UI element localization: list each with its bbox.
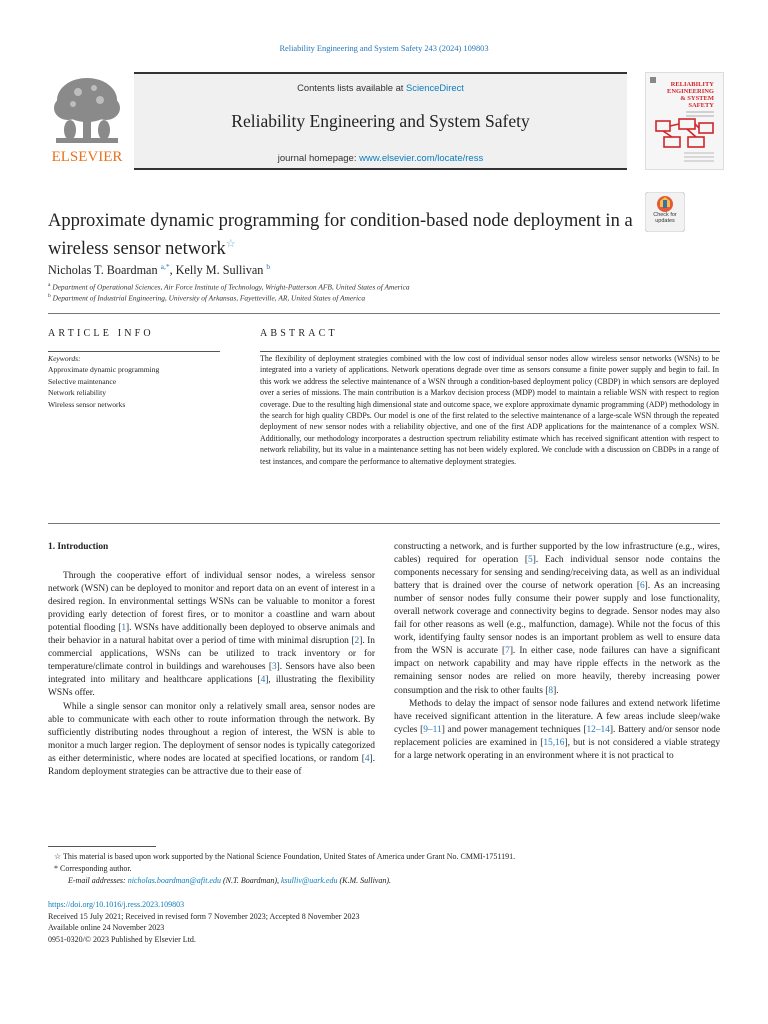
keyword-item: Selective maintenance [48,376,117,386]
left-paragraphs [48,570,375,779]
homepage-link[interactable]: www.elsevier.com/locate/ress [359,153,484,164]
svg-text:& SYSTEM: & SYSTEM [680,95,714,102]
affiliation-mark: b [48,293,51,299]
sciencedirect-link[interactable]: ScienceDirect [406,82,464,93]
paragraph-text: ]. Battery and/or sensor node replacement policies are examined in [ [394,724,720,748]
body-column-left [48,541,375,779]
body-paragraph [394,698,720,763]
funding-footnote [48,851,720,863]
paragraph-text: ], illustrating the flexibility WSNs offer. [48,675,376,699]
author-name[interactable]: Nicholas T. Boardman [48,263,158,278]
citation-link[interactable]: 2 [354,636,360,647]
author-separator: , [169,263,176,278]
elsevier-logo[interactable] [48,72,126,164]
elsevier-tree-icon [48,72,126,164]
paragraph-text: ]. As an increasing number of sensor nodes fully consume their power supply and lose functionality, overall network coverage and connectivity begins to degrade. Sensor nodes may also fail for other reasons as well (e.g., malfunction, damage). While not the focus of this work, identifying faulty sensor nodes is an important problem as well to ensure data from the WSN is accurate [ [394,581,720,657]
received-dates: Received 15 July 2021; Received in revised form 7 November 2023; Accepted 8 November 2023 [48,911,360,921]
affiliation-mark: a [48,282,51,288]
check-updates-label: Check for updates [653,212,677,224]
abstract-text: The flexibility of deployment strategies combined with the low cost of individual sensor nodes allow wireless sensor networks (WSNs) to be integrated into a variety of applications. Network operations degrade over time as sensors consume a finite power supply and begin to fail. In this work we address the selective maintenance of a WSN through a condition-based deployment policy (CBDP) in which sensors are deployed over a series of missions. The main contribution is a Markov decision process (MDP) model to maintain a reliable WSN with respect to region coverage. Due to the resulting high dimensional state and outcome space, we explore approximate dynamic programming (ADP) methodology in the search for high quality CBDPs. Our model is one of the first related to the selective maintenance of a large-scale WSN through the repeated deployment of new sensor nodes with a reliability objective, and one of the first ADP applications for the maintenance of a complex WSN. Additionally, our methodology incorporates a destruction spectrum reliability estimate which has received significant attention with respect to network reliability, but its value in a maintenance setting has not been widely explored. We conclude with a discussion on CBDPs in a range of test instances, and compare the performance to alternative deployment strategies. [260,354,719,466]
email-owner: (K.M. Sullivan). [337,876,391,885]
banner-bottom-rule [134,168,627,170]
citation-link[interactable]: 9–11 [423,724,442,735]
paragraph-text: constructing a network, and is further supported by the low infrastructure (e.g., wires, cables) required for operation [ [394,542,720,566]
paragraph-text: ]. Sensors have also been integrated into military and healthcare applications [ [48,662,375,686]
title-footnote-mark[interactable]: ☆ [225,238,236,250]
email-link-sullivan[interactable]: ksulliv@uark.edu [280,876,338,885]
citation-link[interactable]: 12–14 [586,724,610,735]
funding-footnote-text: This material is based upon work supported by the National Science Foundation, United States of America under Grant No. CMMI-1751191. [63,852,516,861]
author-name[interactable]: Kelly M. Sullivan [175,263,264,278]
paragraph-text: ]. Random deployment strategies can be attractive due to their ease of [48,753,375,777]
svg-text:RELIABILITY: RELIABILITY [670,81,714,88]
paragraph-text: ]. In either case, node failures can have a significant impact on network capability and may have ripple effects in the network as the remaining sensor nodes are relied on more heavily, thereby increasing power consumption and the risk to other faults [ [394,646,721,696]
citation-link[interactable]: 8 [548,685,554,696]
affiliation [48,282,708,291]
footnote-asterisk: * [54,864,58,873]
citation-link[interactable]: 7 [505,646,510,657]
paragraph-text: ] and power management techniques [ [441,724,587,735]
affiliation-text: Department of Operational Sciences, Air Force Institute of Technology, Wright-Patterson AFB, United States of America [52,282,410,292]
citation-link[interactable]: 3 [271,662,277,673]
article-title-text: Approximate dynamic programming for condition-based node deployment in a wireless sensor network [48,211,633,260]
author-affil-mark[interactable]: b [266,262,271,271]
abstract-divider [48,523,720,524]
header-divider [48,313,720,314]
email-footnote [48,875,720,887]
available-online: Available online 24 November 2023 [48,923,165,933]
journal-cover[interactable] [645,72,724,170]
journal-banner [134,72,627,170]
citation-link[interactable]: 5 [528,555,533,566]
running-head[interactable]: Reliability Engineering and System Safety 243 (2024) 109803 [279,44,489,53]
affiliation-text: Department of Industrial Engineering, University of Arkansas, Fayetteville, AR, United States of America [52,293,366,303]
svg-text:ENGINEERING: ENGINEERING [667,88,714,95]
paragraph-text: ], but is not considered a viable strategy for a large network operating in an environment where it is not practical to [394,737,721,761]
section-title: 1. Introduction [48,542,109,552]
paragraph-text: Methods to delay the impact of sensor node failures and extend network lifetime have received significant attention in the literature. A few areas include sleep/wake cycles [ [394,698,720,735]
body-paragraph [394,541,720,698]
body-paragraph [48,570,375,700]
citation-link[interactable]: 4 [260,675,266,686]
footnote-star-mark: ☆ [54,852,62,861]
abstract-rule [260,351,720,352]
affiliation [48,293,708,302]
citation-link[interactable]: 15,16 [543,737,565,748]
citation-link[interactable]: 6 [639,581,645,592]
email-link-boardman[interactable]: nicholas.boardman@afit.edu [127,876,221,885]
contents-line [134,82,627,93]
paragraph-text: Through the cooperative effort of individual sensor nodes, a wireless sensor network (WSN) can be deployed to monitor and report data on an event of interest in a desired region. In environmental settings WSNs can be valuable to monitor a forest providing early detection of forest fires, or to monitor a coastline and warn about potential flooding [ [48,571,375,634]
contents-prefix: Contents lists available at [297,82,407,93]
journal-homepage [134,153,627,164]
paragraph-text: ]. WSNs have additionally been deployed to observe animals and their behavior in a natural habitat over a period of time with minimal disruption [ [48,623,375,647]
article-title [48,210,638,261]
svg-text:ELSEVIER: ELSEVIER [51,149,123,164]
keywords-label: Keywords: [48,354,81,363]
right-paragraphs [394,541,720,763]
keyword-item: Approximate dynamic programming [48,365,160,375]
paragraph-text: ]. [553,685,559,696]
email-owner: (N.T. Boardman), [220,876,281,885]
keywords-block [48,353,220,410]
keyword-item: Network reliability [48,388,106,398]
publication-info [48,899,720,945]
author-list [48,262,708,278]
corresponding-author-text: Corresponding author. [60,864,132,873]
citation-link[interactable]: 1 [121,623,127,634]
doi-link[interactable]: https://doi.org/10.1016/j.ress.2023.109803 [48,900,185,909]
article-info-rule [48,351,220,352]
citation-link[interactable]: 4 [364,753,370,764]
paragraph-text: While a single sensor can monitor only a relatively small area, sensor nodes are able to communicate with each other to route information through the network. By sufficiently distributing nodes throughout a region of interest, the WSN is able to monitor a much larger region. The deployment of sensor nodes is typically categorized as either deterministic, where nodes are located at specified locations, or random [ [48,701,375,764]
corresponding-footnote [48,863,720,875]
abstract-heading: ABSTRACT [260,328,338,339]
copyright: 0951-0320/© 2023 Published by Elsevier Ltd. [48,934,196,944]
footnote-rule [48,846,156,847]
article-info-heading: ARTICLE INFO [48,328,154,339]
paragraph-text: ]. Each individual sensor node contains the components necessary for sensing and sending/receiving data, as well as an individual battery that is drained over the course of network operation [ [394,555,720,592]
check-for-updates-button[interactable] [645,192,685,232]
footnotes [48,851,720,887]
keyword-item: Wireless sensor networks [48,399,126,409]
homepage-prefix: journal homepage: [277,153,360,164]
body-column-right [394,541,720,763]
author-affil-mark[interactable]: a,* [160,262,170,271]
body-paragraph [48,701,375,779]
journal-cover-icon [646,73,723,169]
svg-text:SAFETY: SAFETY [688,102,714,109]
email-label: E-mail addresses: [68,876,126,885]
journal-title: Reliability Engineering and System Safety [231,111,530,131]
paragraph-text: ]. In commercial applications, WSNs can be utilized to track inventory or for temperature/climate control in buildings and warehouses [ [48,636,375,673]
